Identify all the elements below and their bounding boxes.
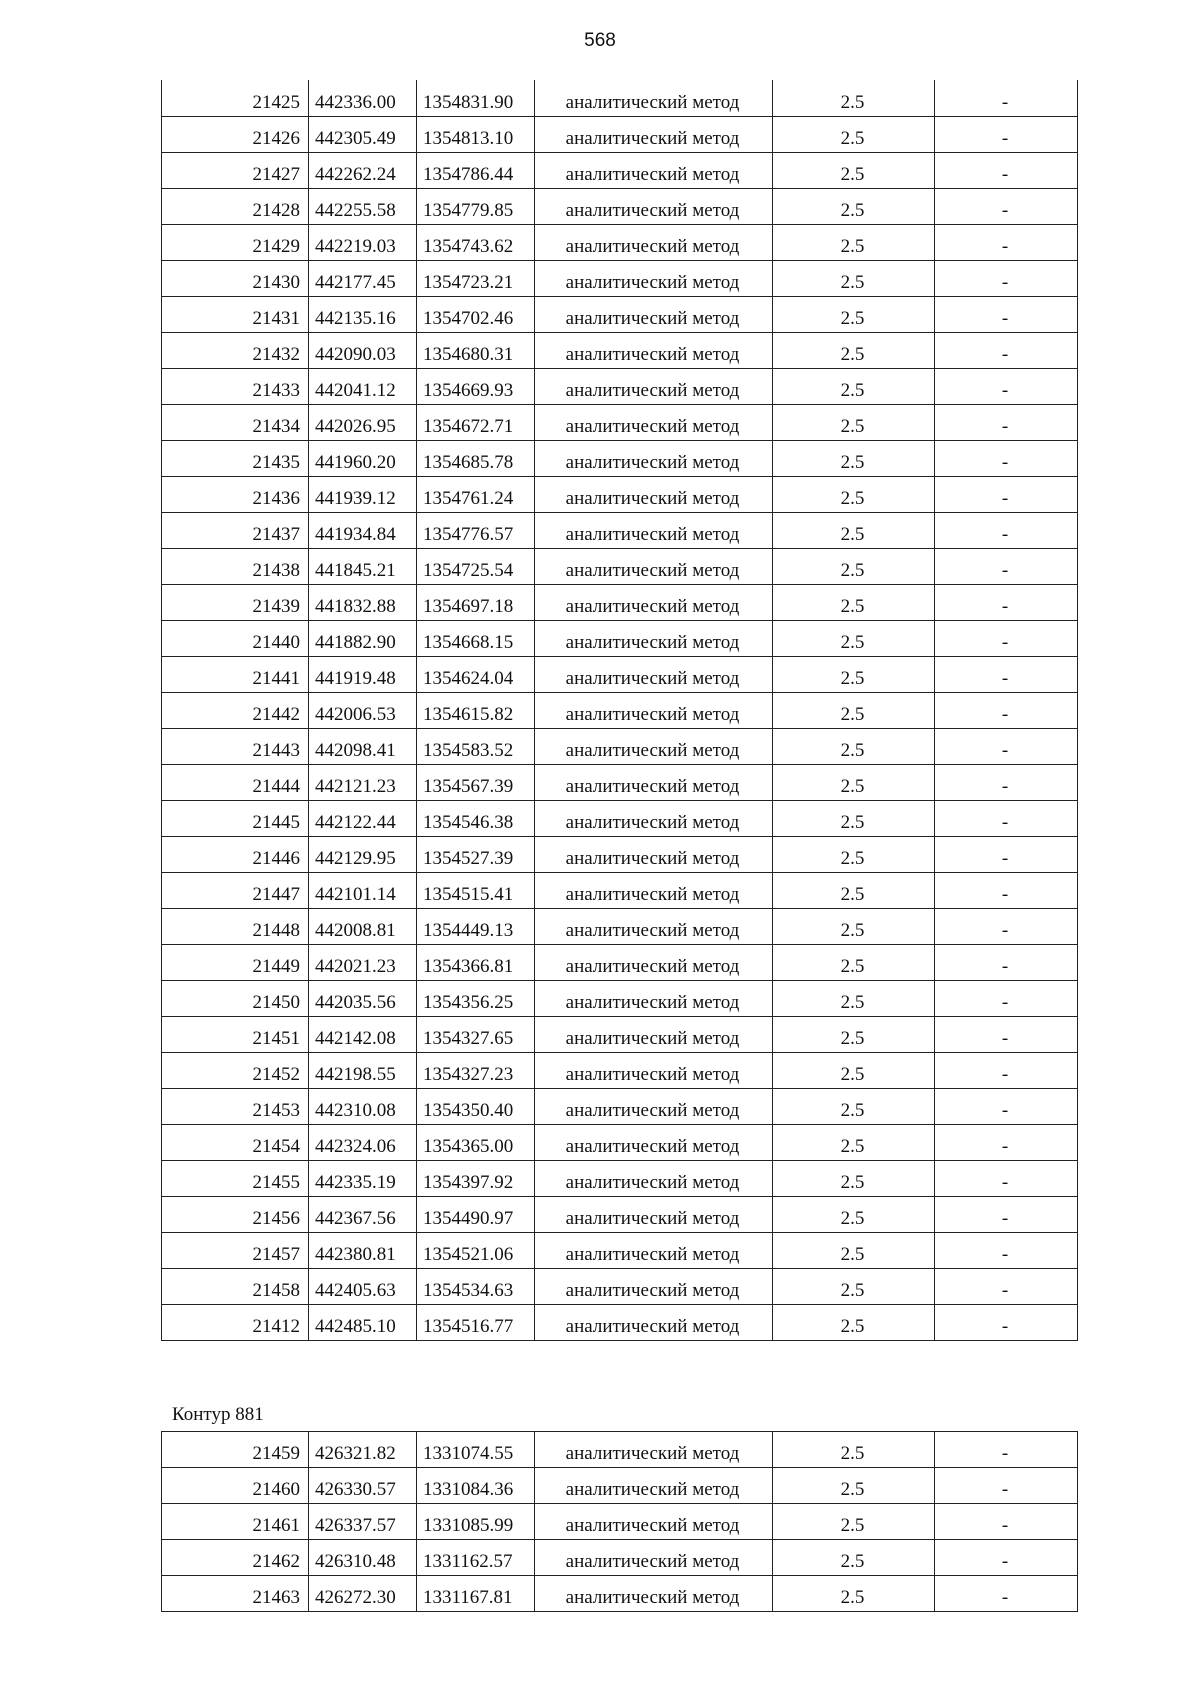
y-coordinate-cell: 1354786.44 bbox=[417, 152, 535, 188]
table-row bbox=[162, 1576, 1078, 1612]
accuracy-cell: 2.5 bbox=[773, 1160, 935, 1196]
x-coordinate-cell: 441919.48 bbox=[309, 656, 417, 692]
method-cell: аналитический метод bbox=[535, 1016, 773, 1052]
x-coordinate-cell: 442335.19 bbox=[309, 1160, 417, 1196]
note-cell: - bbox=[935, 1268, 1078, 1304]
accuracy-cell: 2.5 bbox=[773, 296, 935, 332]
table-row bbox=[162, 908, 1078, 944]
point-number-cell: 21455 bbox=[162, 1160, 309, 1196]
point-number-cell: 21432 bbox=[162, 332, 309, 368]
point-number-cell: 21454 bbox=[162, 1124, 309, 1160]
note-cell: - bbox=[935, 836, 1078, 872]
coordinates-table-body bbox=[162, 80, 1078, 1340]
note-cell: - bbox=[935, 332, 1078, 368]
y-coordinate-cell: 1354743.62 bbox=[417, 224, 535, 260]
x-coordinate-cell: 441882.90 bbox=[309, 620, 417, 656]
method-cell: аналитический метод bbox=[535, 1160, 773, 1196]
y-coordinate-cell: 1354490.97 bbox=[417, 1196, 535, 1232]
point-number-cell: 21451 bbox=[162, 1016, 309, 1052]
accuracy-cell: 2.5 bbox=[773, 980, 935, 1016]
accuracy-cell: 2.5 bbox=[773, 1432, 935, 1468]
note-cell: - bbox=[935, 1432, 1078, 1468]
accuracy-cell: 2.5 bbox=[773, 1268, 935, 1304]
y-coordinate-cell: 1331084.36 bbox=[417, 1468, 535, 1504]
point-number-cell: 21450 bbox=[162, 980, 309, 1016]
method-cell: аналитический метод bbox=[535, 872, 773, 908]
table-row bbox=[162, 1052, 1078, 1088]
accuracy-cell: 2.5 bbox=[773, 404, 935, 440]
x-coordinate-cell: 442198.55 bbox=[309, 1052, 417, 1088]
accuracy-cell: 2.5 bbox=[773, 1124, 935, 1160]
method-cell: аналитический метод bbox=[535, 260, 773, 296]
method-cell: аналитический метод bbox=[535, 188, 773, 224]
point-number-cell: 21427 bbox=[162, 152, 309, 188]
method-cell: аналитический метод bbox=[535, 296, 773, 332]
method-cell: аналитический метод bbox=[535, 152, 773, 188]
accuracy-cell: 2.5 bbox=[773, 800, 935, 836]
x-coordinate-cell: 442026.95 bbox=[309, 404, 417, 440]
note-cell: - bbox=[935, 404, 1078, 440]
point-number-cell: 21460 bbox=[162, 1468, 309, 1504]
y-coordinate-cell: 1354697.18 bbox=[417, 584, 535, 620]
method-cell: аналитический метод bbox=[535, 1468, 773, 1504]
accuracy-cell: 2.5 bbox=[773, 656, 935, 692]
point-number-cell: 21440 bbox=[162, 620, 309, 656]
table-row bbox=[162, 1468, 1078, 1504]
point-number-cell: 21445 bbox=[162, 800, 309, 836]
coordinates-table bbox=[161, 80, 1078, 1341]
x-coordinate-cell: 442098.41 bbox=[309, 728, 417, 764]
method-cell: аналитический метод bbox=[535, 548, 773, 584]
note-cell: - bbox=[935, 1016, 1078, 1052]
y-coordinate-cell: 1354546.38 bbox=[417, 800, 535, 836]
method-cell: аналитический метод bbox=[535, 1232, 773, 1268]
y-coordinate-cell: 1354583.52 bbox=[417, 728, 535, 764]
table-row bbox=[162, 224, 1078, 260]
point-number-cell: 21436 bbox=[162, 476, 309, 512]
note-cell: - bbox=[935, 872, 1078, 908]
method-cell: аналитический метод bbox=[535, 224, 773, 260]
accuracy-cell: 2.5 bbox=[773, 908, 935, 944]
y-coordinate-cell: 1354685.78 bbox=[417, 440, 535, 476]
point-number-cell: 21459 bbox=[162, 1432, 309, 1468]
point-number-cell: 21452 bbox=[162, 1052, 309, 1088]
note-cell: - bbox=[935, 116, 1078, 152]
table-row bbox=[162, 1232, 1078, 1268]
method-cell: аналитический метод bbox=[535, 1576, 773, 1612]
note-cell: - bbox=[935, 944, 1078, 980]
y-coordinate-cell: 1354680.31 bbox=[417, 332, 535, 368]
method-cell: аналитический метод bbox=[535, 1088, 773, 1124]
point-number-cell: 21462 bbox=[162, 1540, 309, 1576]
x-coordinate-cell: 442021.23 bbox=[309, 944, 417, 980]
table-row bbox=[162, 1016, 1078, 1052]
table-row bbox=[162, 512, 1078, 548]
note-cell: - bbox=[935, 1468, 1078, 1504]
point-number-cell: 21447 bbox=[162, 872, 309, 908]
table-row bbox=[162, 1088, 1078, 1124]
accuracy-cell: 2.5 bbox=[773, 1576, 935, 1612]
x-coordinate-cell: 442305.49 bbox=[309, 116, 417, 152]
method-cell: аналитический метод bbox=[535, 692, 773, 728]
note-cell: - bbox=[935, 512, 1078, 548]
x-coordinate-cell: 442101.14 bbox=[309, 872, 417, 908]
y-coordinate-cell: 1354521.06 bbox=[417, 1232, 535, 1268]
accuracy-cell: 2.5 bbox=[773, 260, 935, 296]
x-coordinate-cell: 442006.53 bbox=[309, 692, 417, 728]
accuracy-cell: 2.5 bbox=[773, 332, 935, 368]
table-row bbox=[162, 1160, 1078, 1196]
method-cell: аналитический метод bbox=[535, 80, 773, 116]
point-number-cell: 21457 bbox=[162, 1232, 309, 1268]
note-cell: - bbox=[935, 1052, 1078, 1088]
accuracy-cell: 2.5 bbox=[773, 872, 935, 908]
point-number-cell: 21458 bbox=[162, 1268, 309, 1304]
method-cell: аналитический метод bbox=[535, 512, 773, 548]
x-coordinate-cell: 426310.48 bbox=[309, 1540, 417, 1576]
x-coordinate-cell: 442485.10 bbox=[309, 1304, 417, 1340]
point-number-cell: 21442 bbox=[162, 692, 309, 728]
x-coordinate-cell: 442122.44 bbox=[309, 800, 417, 836]
y-coordinate-cell: 1354831.90 bbox=[417, 80, 535, 116]
accuracy-cell: 2.5 bbox=[773, 1196, 935, 1232]
table-row bbox=[162, 188, 1078, 224]
method-cell: аналитический метод bbox=[535, 728, 773, 764]
accuracy-cell: 2.5 bbox=[773, 692, 935, 728]
x-coordinate-cell: 442121.23 bbox=[309, 764, 417, 800]
x-coordinate-cell: 442135.16 bbox=[309, 296, 417, 332]
table-row bbox=[162, 1268, 1078, 1304]
point-number-cell: 21438 bbox=[162, 548, 309, 584]
contour-label: Контур 881 bbox=[172, 1404, 264, 1425]
x-coordinate-cell: 442142.08 bbox=[309, 1016, 417, 1052]
note-cell: - bbox=[935, 620, 1078, 656]
x-coordinate-cell: 442177.45 bbox=[309, 260, 417, 296]
table-row bbox=[162, 548, 1078, 584]
accuracy-cell: 2.5 bbox=[773, 152, 935, 188]
y-coordinate-cell: 1354779.85 bbox=[417, 188, 535, 224]
y-coordinate-cell: 1354327.65 bbox=[417, 1016, 535, 1052]
x-coordinate-cell: 442090.03 bbox=[309, 332, 417, 368]
table-row bbox=[162, 476, 1078, 512]
accuracy-cell: 2.5 bbox=[773, 1304, 935, 1340]
table-row bbox=[162, 692, 1078, 728]
table-row bbox=[162, 1304, 1078, 1340]
y-coordinate-cell: 1354672.71 bbox=[417, 404, 535, 440]
accuracy-cell: 2.5 bbox=[773, 1016, 935, 1052]
accuracy-cell: 2.5 bbox=[773, 188, 935, 224]
x-coordinate-cell: 441934.84 bbox=[309, 512, 417, 548]
table-row bbox=[162, 980, 1078, 1016]
y-coordinate-cell: 1354397.92 bbox=[417, 1160, 535, 1196]
x-coordinate-cell: 441832.88 bbox=[309, 584, 417, 620]
contour-881-table bbox=[161, 1431, 1078, 1612]
method-cell: аналитический метод bbox=[535, 800, 773, 836]
note-cell: - bbox=[935, 1304, 1078, 1340]
point-number-cell: 21439 bbox=[162, 584, 309, 620]
y-coordinate-cell: 1354776.57 bbox=[417, 512, 535, 548]
y-coordinate-cell: 1354515.41 bbox=[417, 872, 535, 908]
note-cell: - bbox=[935, 764, 1078, 800]
note-cell: - bbox=[935, 1504, 1078, 1540]
table-row bbox=[162, 728, 1078, 764]
x-coordinate-cell: 442041.12 bbox=[309, 368, 417, 404]
accuracy-cell: 2.5 bbox=[773, 512, 935, 548]
note-cell: - bbox=[935, 980, 1078, 1016]
table-row bbox=[162, 296, 1078, 332]
accuracy-cell: 2.5 bbox=[773, 1504, 935, 1540]
table-row bbox=[162, 152, 1078, 188]
note-cell: - bbox=[935, 440, 1078, 476]
x-coordinate-cell: 442405.63 bbox=[309, 1268, 417, 1304]
note-cell: - bbox=[935, 1088, 1078, 1124]
method-cell: аналитический метод bbox=[535, 944, 773, 980]
accuracy-cell: 2.5 bbox=[773, 836, 935, 872]
method-cell: аналитический метод bbox=[535, 656, 773, 692]
x-coordinate-cell: 441845.21 bbox=[309, 548, 417, 584]
accuracy-cell: 2.5 bbox=[773, 944, 935, 980]
note-cell: - bbox=[935, 1124, 1078, 1160]
table-row bbox=[162, 368, 1078, 404]
table-row bbox=[162, 260, 1078, 296]
y-coordinate-cell: 1354725.54 bbox=[417, 548, 535, 584]
y-coordinate-cell: 1354668.15 bbox=[417, 620, 535, 656]
table-row bbox=[162, 1432, 1078, 1468]
accuracy-cell: 2.5 bbox=[773, 620, 935, 656]
x-coordinate-cell: 442008.81 bbox=[309, 908, 417, 944]
note-cell: - bbox=[935, 476, 1078, 512]
method-cell: аналитический метод bbox=[535, 404, 773, 440]
x-coordinate-cell: 442367.56 bbox=[309, 1196, 417, 1232]
note-cell: - bbox=[935, 296, 1078, 332]
note-cell: - bbox=[935, 800, 1078, 836]
note-cell: - bbox=[935, 1576, 1078, 1612]
x-coordinate-cell: 442219.03 bbox=[309, 224, 417, 260]
note-cell: - bbox=[935, 548, 1078, 584]
note-cell: - bbox=[935, 1196, 1078, 1232]
accuracy-cell: 2.5 bbox=[773, 1088, 935, 1124]
table-row bbox=[162, 800, 1078, 836]
point-number-cell: 21431 bbox=[162, 296, 309, 332]
method-cell: аналитический метод bbox=[535, 620, 773, 656]
point-number-cell: 21449 bbox=[162, 944, 309, 980]
table-row bbox=[162, 80, 1078, 116]
table-row bbox=[162, 116, 1078, 152]
point-number-cell: 21433 bbox=[162, 368, 309, 404]
point-number-cell: 21443 bbox=[162, 728, 309, 764]
point-number-cell: 21446 bbox=[162, 836, 309, 872]
x-coordinate-cell: 442324.06 bbox=[309, 1124, 417, 1160]
accuracy-cell: 2.5 bbox=[773, 1052, 935, 1088]
y-coordinate-cell: 1354527.39 bbox=[417, 836, 535, 872]
accuracy-cell: 2.5 bbox=[773, 728, 935, 764]
x-coordinate-cell: 426330.57 bbox=[309, 1468, 417, 1504]
note-cell: - bbox=[935, 1160, 1078, 1196]
method-cell: аналитический метод bbox=[535, 908, 773, 944]
note-cell: - bbox=[935, 224, 1078, 260]
method-cell: аналитический метод bbox=[535, 584, 773, 620]
note-cell: - bbox=[935, 260, 1078, 296]
accuracy-cell: 2.5 bbox=[773, 1232, 935, 1268]
page-number: 568 bbox=[584, 30, 616, 51]
x-coordinate-cell: 442310.08 bbox=[309, 1088, 417, 1124]
method-cell: аналитический метод bbox=[535, 1052, 773, 1088]
x-coordinate-cell: 442262.24 bbox=[309, 152, 417, 188]
point-number-cell: 21456 bbox=[162, 1196, 309, 1232]
y-coordinate-cell: 1354723.21 bbox=[417, 260, 535, 296]
point-number-cell: 21429 bbox=[162, 224, 309, 260]
y-coordinate-cell: 1331162.57 bbox=[417, 1540, 535, 1576]
y-coordinate-cell: 1354702.46 bbox=[417, 296, 535, 332]
x-coordinate-cell: 426337.57 bbox=[309, 1504, 417, 1540]
point-number-cell: 21434 bbox=[162, 404, 309, 440]
note-cell: - bbox=[935, 152, 1078, 188]
table-row bbox=[162, 764, 1078, 800]
y-coordinate-cell: 1354366.81 bbox=[417, 944, 535, 980]
accuracy-cell: 2.5 bbox=[773, 368, 935, 404]
note-cell: - bbox=[935, 80, 1078, 116]
method-cell: аналитический метод bbox=[535, 836, 773, 872]
table-row bbox=[162, 1504, 1078, 1540]
accuracy-cell: 2.5 bbox=[773, 764, 935, 800]
method-cell: аналитический метод bbox=[535, 332, 773, 368]
method-cell: аналитический метод bbox=[535, 116, 773, 152]
table-row bbox=[162, 440, 1078, 476]
method-cell: аналитический метод bbox=[535, 1268, 773, 1304]
point-number-cell: 21448 bbox=[162, 908, 309, 944]
point-number-cell: 21426 bbox=[162, 116, 309, 152]
point-number-cell: 21437 bbox=[162, 512, 309, 548]
note-cell: - bbox=[935, 656, 1078, 692]
x-coordinate-cell: 442255.58 bbox=[309, 188, 417, 224]
accuracy-cell: 2.5 bbox=[773, 1468, 935, 1504]
method-cell: аналитический метод bbox=[535, 1196, 773, 1232]
note-cell: - bbox=[935, 1540, 1078, 1576]
note-cell: - bbox=[935, 188, 1078, 224]
accuracy-cell: 2.5 bbox=[773, 476, 935, 512]
x-coordinate-cell: 426272.30 bbox=[309, 1576, 417, 1612]
table-row bbox=[162, 944, 1078, 980]
method-cell: аналитический метод bbox=[535, 368, 773, 404]
y-coordinate-cell: 1354567.39 bbox=[417, 764, 535, 800]
note-cell: - bbox=[935, 908, 1078, 944]
table-row bbox=[162, 620, 1078, 656]
y-coordinate-cell: 1331167.81 bbox=[417, 1576, 535, 1612]
table-row bbox=[162, 1196, 1078, 1232]
method-cell: аналитический метод bbox=[535, 1304, 773, 1340]
note-cell: - bbox=[935, 368, 1078, 404]
point-number-cell: 21435 bbox=[162, 440, 309, 476]
table-row bbox=[162, 404, 1078, 440]
x-coordinate-cell: 426321.82 bbox=[309, 1432, 417, 1468]
table-row bbox=[162, 872, 1078, 908]
y-coordinate-cell: 1354449.13 bbox=[417, 908, 535, 944]
y-coordinate-cell: 1354761.24 bbox=[417, 476, 535, 512]
point-number-cell: 21453 bbox=[162, 1088, 309, 1124]
note-cell: - bbox=[935, 584, 1078, 620]
note-cell: - bbox=[935, 692, 1078, 728]
note-cell: - bbox=[935, 728, 1078, 764]
table-row bbox=[162, 836, 1078, 872]
y-coordinate-cell: 1354356.25 bbox=[417, 980, 535, 1016]
accuracy-cell: 2.5 bbox=[773, 80, 935, 116]
point-number-cell: 21428 bbox=[162, 188, 309, 224]
method-cell: аналитический метод bbox=[535, 1540, 773, 1576]
method-cell: аналитический метод bbox=[535, 1124, 773, 1160]
table-row bbox=[162, 332, 1078, 368]
point-number-cell: 21430 bbox=[162, 260, 309, 296]
y-coordinate-cell: 1354534.63 bbox=[417, 1268, 535, 1304]
accuracy-cell: 2.5 bbox=[773, 1540, 935, 1576]
point-number-cell: 21441 bbox=[162, 656, 309, 692]
note-cell: - bbox=[935, 1232, 1078, 1268]
table-row bbox=[162, 656, 1078, 692]
table-row bbox=[162, 584, 1078, 620]
point-number-cell: 21425 bbox=[162, 80, 309, 116]
x-coordinate-cell: 442129.95 bbox=[309, 836, 417, 872]
y-coordinate-cell: 1331074.55 bbox=[417, 1432, 535, 1468]
y-coordinate-cell: 1354615.82 bbox=[417, 692, 535, 728]
x-coordinate-cell: 442336.00 bbox=[309, 80, 417, 116]
x-coordinate-cell: 441939.12 bbox=[309, 476, 417, 512]
contour-881-table-body bbox=[162, 1432, 1078, 1612]
accuracy-cell: 2.5 bbox=[773, 116, 935, 152]
y-coordinate-cell: 1354516.77 bbox=[417, 1304, 535, 1340]
accuracy-cell: 2.5 bbox=[773, 440, 935, 476]
x-coordinate-cell: 442380.81 bbox=[309, 1232, 417, 1268]
method-cell: аналитический метод bbox=[535, 476, 773, 512]
method-cell: аналитический метод bbox=[535, 1432, 773, 1468]
x-coordinate-cell: 442035.56 bbox=[309, 980, 417, 1016]
point-number-cell: 21412 bbox=[162, 1304, 309, 1340]
x-coordinate-cell: 441960.20 bbox=[309, 440, 417, 476]
method-cell: аналитический метод bbox=[535, 440, 773, 476]
point-number-cell: 21461 bbox=[162, 1504, 309, 1540]
method-cell: аналитический метод bbox=[535, 764, 773, 800]
method-cell: аналитический метод bbox=[535, 1504, 773, 1540]
accuracy-cell: 2.5 bbox=[773, 584, 935, 620]
accuracy-cell: 2.5 bbox=[773, 224, 935, 260]
y-coordinate-cell: 1331085.99 bbox=[417, 1504, 535, 1540]
point-number-cell: 21444 bbox=[162, 764, 309, 800]
y-coordinate-cell: 1354624.04 bbox=[417, 656, 535, 692]
table-row bbox=[162, 1540, 1078, 1576]
point-number-cell: 21463 bbox=[162, 1576, 309, 1612]
method-cell: аналитический метод bbox=[535, 980, 773, 1016]
y-coordinate-cell: 1354813.10 bbox=[417, 116, 535, 152]
y-coordinate-cell: 1354365.00 bbox=[417, 1124, 535, 1160]
y-coordinate-cell: 1354350.40 bbox=[417, 1088, 535, 1124]
y-coordinate-cell: 1354669.93 bbox=[417, 368, 535, 404]
table-row bbox=[162, 1124, 1078, 1160]
accuracy-cell: 2.5 bbox=[773, 548, 935, 584]
y-coordinate-cell: 1354327.23 bbox=[417, 1052, 535, 1088]
